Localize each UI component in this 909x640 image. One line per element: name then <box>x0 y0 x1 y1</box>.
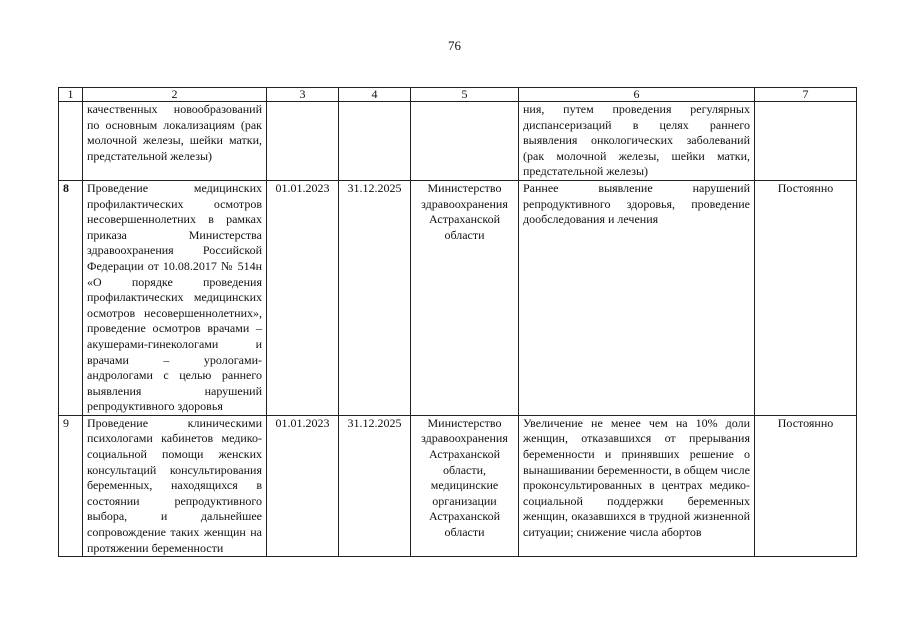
table-row-continued <box>59 102 857 181</box>
result-cell <box>519 415 755 556</box>
header-cell: 5 <box>411 88 519 102</box>
page-number: 76 <box>448 38 461 53</box>
description-text: качественных новообразований по основным локализациям (рак молочной железы, шейки матки, предстательной железы) <box>87 102 262 163</box>
description-cell <box>83 102 267 181</box>
result-cell <box>519 102 755 181</box>
start-date-cell: 01.01.2023 <box>267 415 339 556</box>
measures-table <box>58 87 857 557</box>
header-cell: 2 <box>83 88 267 102</box>
description-text: Проведение медицинских профилактических осмотров несовершеннолетних в рамках приказа Министерства здравоохранения Российской Федерации от 10.08.2017 № 514н «О порядке проведения профилактических медицинских осмотров несовершеннолетних», проведение осмотров врачами – акушерами-гинекологами и врачами – урологами-андрологами с целью раннего выявления нарушений репродуктивного здоровья <box>87 180 262 414</box>
num-cell: 8 <box>59 180 83 415</box>
table-row <box>59 415 857 556</box>
end-date-cell: 31.12.2025 <box>339 415 411 556</box>
description-cell <box>83 415 267 556</box>
result-cell <box>519 180 755 415</box>
executor-cell: Министерство здравоохранения Астраханской области, медицинские организации Астраханской области <box>411 415 519 556</box>
start-date-cell: 01.01.2023 <box>267 180 339 415</box>
periodicity-cell <box>755 102 857 181</box>
periodicity-cell: Постоянно <box>755 415 857 556</box>
result-text: Увеличение не менее чем на 10% доли женщин, отказавшихся от прерывания беременности и принявших решение о вынашивании беременности, в общем числе проконсультированных в центрах медико-социальной поддержки беременных женщин, оказавшихся в трудной жизненной ситуации; снижение числа абортов <box>523 415 750 540</box>
result-text: Раннее выявление нарушений репродуктивного здоровья, проведение дообследования и лечения <box>523 180 750 227</box>
periodicity-cell: Постоянно <box>755 180 857 415</box>
header-cell: 1 <box>59 88 83 102</box>
executor-cell <box>411 102 519 181</box>
end-cell <box>339 102 411 181</box>
executor-cell: Министерство здравоохранения Астраханской области <box>411 180 519 415</box>
start-cell <box>267 102 339 181</box>
end-date-cell: 31.12.2025 <box>339 180 411 415</box>
num-cell: 9 <box>59 415 83 556</box>
header-cell: 6 <box>519 88 755 102</box>
header-cell: 7 <box>755 88 857 102</box>
description-cell <box>83 180 267 415</box>
header-cell: 4 <box>339 88 411 102</box>
result-text: ния, путем проведения регулярных диспансеризаций в целях раннего выявления онкологических заболеваний (рак молочной железы, шейки матки, предстательной железы) <box>523 102 750 179</box>
table-row <box>59 180 857 415</box>
table-header-row <box>59 88 857 102</box>
header-cell: 3 <box>267 88 339 102</box>
description-text: Проведение клиническими психологами кабинетов медико-социальной помощи женских консультаций консультирования беременных, находящихся в состоянии репродуктивного выбора, и дальнейшее сопровождение таких женщин на протяжении беременности <box>87 415 262 555</box>
num-cell <box>59 102 83 181</box>
